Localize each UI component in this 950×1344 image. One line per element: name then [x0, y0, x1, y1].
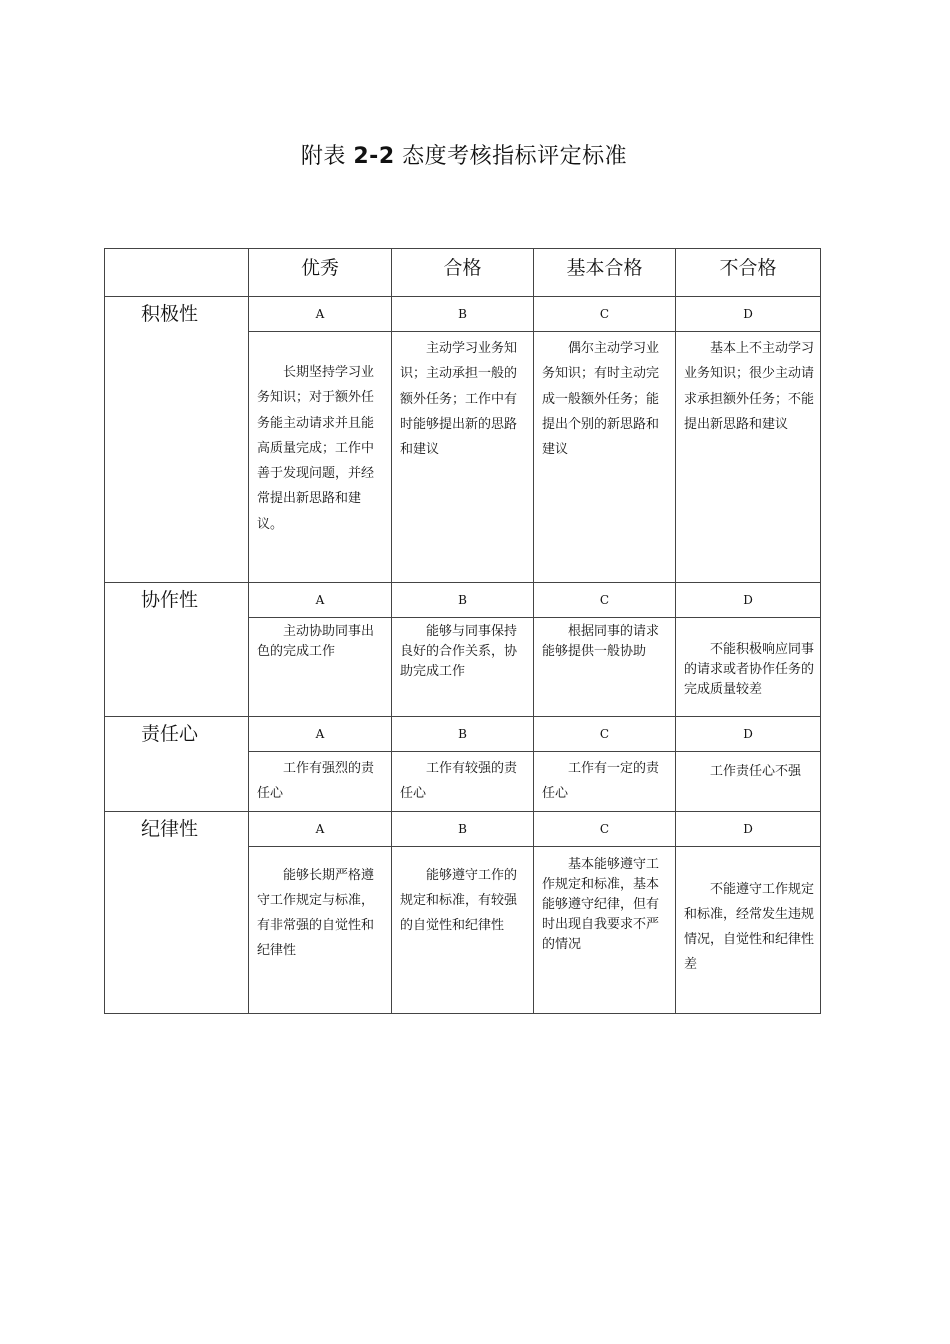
description-cell: 根据同事的请求能够提供一般协助 — [542, 624, 660, 659]
grade-label: A — [249, 717, 392, 752]
table-row — [105, 297, 821, 332]
description-cell: 偶尔主动学习业务知识；有时主动完成一般额外任务；能提出个别的新思路和建议 — [542, 341, 660, 458]
grade-label: B — [392, 297, 534, 332]
page-title — [0, 139, 928, 170]
table-row — [105, 811, 821, 846]
description-cell: 工作责任心不强 — [710, 764, 802, 779]
description-cell: 不能积极响应同事的请求或者协作任务的完成质量较差 — [684, 642, 815, 697]
title-number: 2-2 — [353, 144, 395, 169]
table-row — [105, 583, 821, 618]
grade-label: A — [249, 811, 392, 846]
header-empty-cell — [105, 249, 249, 297]
column-header-excellent: 优秀 — [249, 249, 392, 297]
title-prefix: 附表 — [300, 144, 346, 169]
description-cell: 能够遵守工作的规定和标准，有较强的自觉性和纪律性 — [400, 867, 518, 934]
grade-label: B — [392, 811, 534, 846]
description-cell: 能够长期严格遵守工作规定与标准，有非常强的自觉性和纪律性 — [257, 867, 375, 959]
description-cell: 能够与同事保持良好的合作关系，协助完成工作 — [400, 624, 518, 679]
grade-label: D — [676, 583, 821, 618]
description-cell: 长期坚持学习业务知识；对于额外任务能主动请求并且能高质量完成；工作中善于发现问题，并经常提出新思路和建议。 — [257, 365, 375, 532]
description-cell: 基本能够遵守工作规定和标准，基本能够遵守纪律，但有时出现自我要求不严的情况 — [542, 856, 660, 952]
description-cell: 主动学习业务知识；主动承担一般的额外任务；工作中有时能够提出新的思路和建议 — [400, 341, 518, 458]
grade-label: A — [249, 297, 392, 332]
grade-label: B — [392, 583, 534, 618]
header-row — [105, 249, 821, 297]
column-header-unqualified: 不合格 — [676, 249, 821, 297]
description-cell: 工作有一定的责任心 — [542, 761, 660, 802]
description-cell: 不能遵守工作规定和标准，经常发生违规情况，自觉性和纪律性差 — [684, 881, 815, 973]
column-header-qualified: 合格 — [392, 249, 534, 297]
grade-label: B — [392, 717, 534, 752]
description-cell: 工作有较强的责任心 — [400, 761, 518, 802]
title-suffix: 态度考核指标评定标准 — [402, 144, 628, 169]
description-cell: 工作有强烈的责任心 — [257, 761, 375, 802]
description-cell: 主动协助同事出色的完成工作 — [257, 624, 375, 659]
criterion-cooperation: 协作性 — [105, 583, 249, 717]
grade-label: C — [534, 297, 676, 332]
grade-label: C — [534, 583, 676, 618]
column-header-basic-qualified: 基本合格 — [534, 249, 676, 297]
grade-label: A — [249, 583, 392, 618]
criterion-initiative: 积极性 — [105, 297, 249, 583]
criterion-discipline: 纪律性 — [105, 811, 249, 1013]
grade-label: C — [534, 717, 676, 752]
grade-label: D — [676, 811, 821, 846]
grade-label: D — [676, 717, 821, 752]
criterion-responsibility: 责任心 — [105, 717, 249, 812]
grade-label: D — [676, 297, 821, 332]
description-cell: 基本上不主动学习业务知识；很少主动请求承担额外任务；不能提出新思路和建议 — [684, 341, 815, 432]
table-row — [105, 717, 821, 752]
attitude-assessment-table — [104, 248, 821, 1014]
grade-label: C — [534, 811, 676, 846]
